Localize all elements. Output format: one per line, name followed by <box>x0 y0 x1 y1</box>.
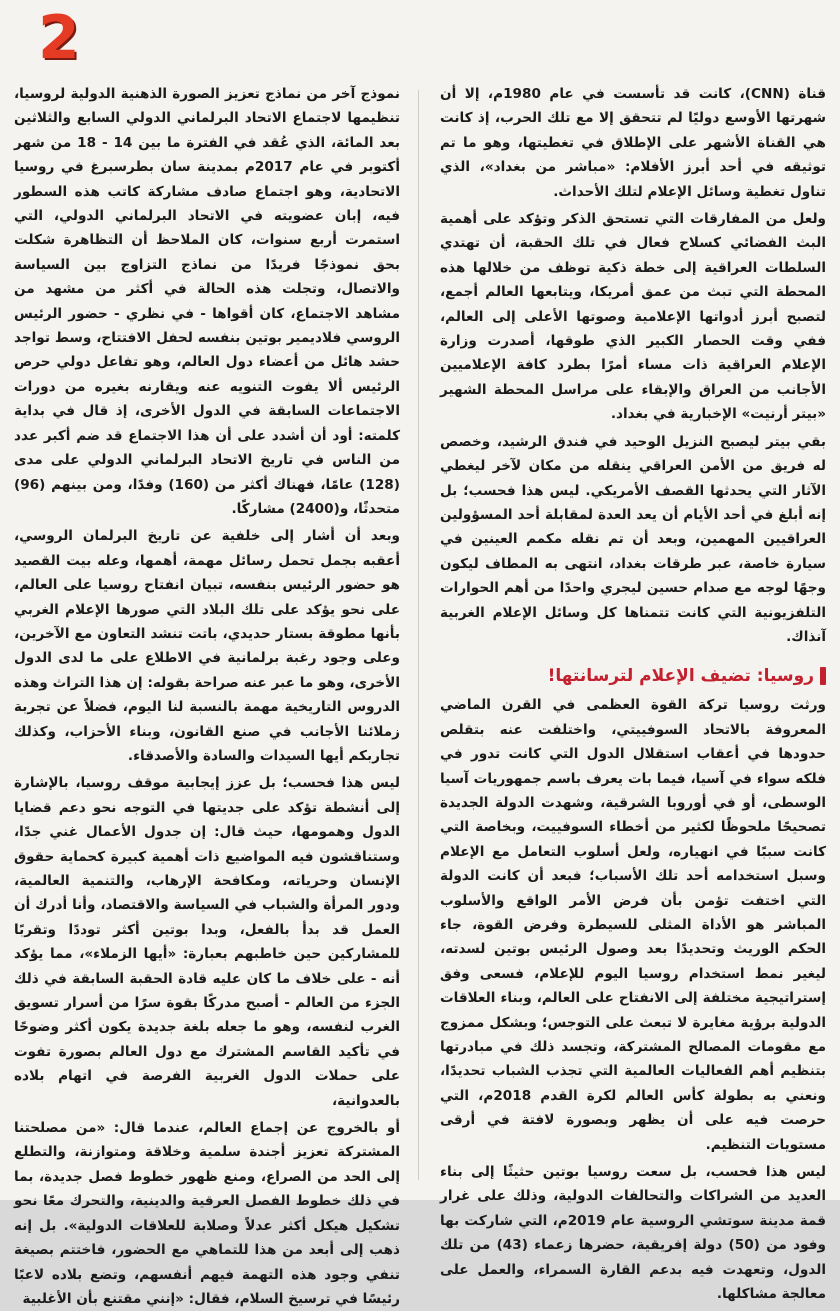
paragraph: بقي بيتر ليصبح النزيل الوحيد في فندق الرشيد، وخصص له فريق من الأمن العراقي ينقله من مكان لآخر ليغطي الآثار التي يحدثها القصف الأمريكي. ليس هذا فحسب؛ بل إنه أبلغ في أحد الأيام أن يعد العدة لمقابلة أحد المسؤولين العراقيين المهمين، وبعد أن تم نقله مكمم العينين في سيارة خاصة، عبر طرقات بغداد، انتهى به المطاف ليكون وجهًا لوجه مع صدام حسين ليجري واحدًا من أهم الحوارات التلفزيونية التي كانت تتمناها كل وسائل الإعلام الغربية آنذاك. <box>440 433 826 645</box>
section-heading-wrapper <box>440 663 826 689</box>
paragraph: ليس هذا فحسب؛ بل عزز إيجابية موقف روسيا، بالإشارة إلى أنشطة تؤكد على جديتها في التوجه نحو دعم قضايا الدول وهمومها، حيث قال: إن جدول الأعمال غني جدًا، وستناقشون فيه المواضيع ذات أهمية كبيرة كحماية حقوق الإنسان وحرياته، ومكافحة الإرهاب، والتنمية العالمية، ودور المرأة والشباب في السياسة والاقتصاد، وأنا أدرك أن العمل قد بدأ بالفعل، وبدا بوتين أكثر توددًا وتقربًا للمشاركين حين خاطبهم بعبارة: «أيها الزملاء»، مما يؤكد أنه - على خلاف ما كان عليه قادة الحقبة السابقة في ذلك الجزء من العالم - أصبح مدركًا بقوة سرًا من أسرار تسويق الغرب لنفسه، وهو ما جعله بلغة جديدة يكون أكثر وضوحًا في تأكيد القاسم المشترك مع دول العالم بصورة تفوت على حملات الدول الغربية الفرصة في اتهام بلاده بالعدوانية، <box>14 775 400 1109</box>
paragraph: نموذج آخر من نماذج تعزيز الصورة الذهنية الدولية لروسيا، تنظيمها لاجتماع الاتحاد البرلماني الدولي السابع والثلاثين بعد المائة، الذي عُقد في الفترة ما بين 14 - 18 من شهر أكتوبر في عام 2017م بمدينة سان بطرسبرغ في روسيا الاتحادية، وهو اجتماع صادف مشاركة كاتب هذه السطور فيه، إبان عضويته في الاتحاد البرلماني الدولي، التي استمرت أربع سنوات، كان الملاحظ أن التظاهرة شكلت بحق نموذجًا فريدًا من نماذج التزاوج بين السياسة والاتصال، وتجلت هذه الحالة في أكثر من مشهد من مشاهد الاجتماع، كان أقواها - في نظري - حضور الرئيس الروسي فلاديمير بوتين بنفسه لحفل الافتتاح، وسط تواجد حشد هائل من أعضاء دول العالم، وهو تفاعل دولي حرص الرئيس ألا يفوت التنويه عنه ويقارنه بغيره من دورات الاجتماعات السابقة في الدول الأخرى، إذ قال في بداية كلمته: أود أن أشدد على أن هذا الاجتماع قد ضم أكبر عدد من الناس في تاريخ الاتحاد البرلماني الدولي على مدى (128) عامًا، فهناك أكثر من (160) وفدًا، ومن بينهم (96) متحدثًا، و(2400) مشاركًا. <box>14 86 400 517</box>
column-divider <box>418 90 419 1180</box>
page-number: 2 <box>38 3 80 73</box>
paragraph: وبعد أن أشار إلى خلفية عن تاريخ البرلمان الروسي، أعقبه بجمل تحمل رسائل مهمة، أهمها، وعله بيت القصيد هو حضور الرئيس بنفسه، تبيان انفتاح روسيا على العالم، على نحو يؤكد على تلك البلاد التي صورها الإعلام الغربي بأنها مطوقة بستار حديدي، باتت تنشد التعاون مع الآخرين، وعلى وجود رغبة برلمانية في الاطلاع على ما لدى الدول الأخرى، وهو ما عبر عنه صراحة بقوله: إن هذا التراث وهذه الدروس التاريخية مهمة بالنسبة لنا اليوم، فضلاً عن تجربة زملائنا الأجانب في صنع القانون، وبناء الأحزاب، وكذلك تجاربكم أيها السيدات والسادة والأصدقاء. <box>14 528 400 764</box>
right-column <box>440 82 826 1303</box>
paragraph: ليس هذا فحسب، بل سعت روسيا بوتين حثيثًا إلى بناء العديد من الشراكات والتحالفات الدولية، وذلك على غرار قمة مدينة سوتشي الروسية عام 2019م، التي شاركت بها وفود من (50) دولة إفريقية، حضرها زعماء (43) من تلك الدول، وتعهدت فيه بدعم القارة السمراء، والعمل على معالجة مشاكلها. <box>440 1164 826 1303</box>
paragraph: ولعل من المفارقات التي تستحق الذكر وتؤكد على أهمية البث الفضائي كسلاح فعال في تلك الحقبة، أن تهتدي السلطات العراقية إلى خطة ذكية توظف من خلالها هذه المحطة التي تبث من عمق أمريكا، ويتابعها العالم أجمع، لتصبح أبرز أدواتها الإعلامية وصوتها الأعلى إلى العالم، ففي وقت الحصار الكبير الذي طوقها، أصدرت وزارة الإعلام العراقية ذات مساء أمرًا بطرد كافة الإعلاميين الأجانب من العراق والإبقاء على مراسل المحطة الشهير «بيتر أرنيت» الإخبارية في بغداد. <box>440 211 826 423</box>
heading-marker-icon <box>820 667 826 685</box>
paragraph: قناة (CNN)، كانت قد تأسست في عام 1980م، إلا أن شهرتها الأوسع دوليًا لم تتحقق إلا مع تلك الحرب، إذ كانت هي القناة الأشهر على الإطلاق في تغطيتها، وهو ما تم توثيقه في أحد أبرز الأفلام: «مباشر من بغداد»، الذي تناول تغطية وسائل الإعلام لتلك الأحداث. <box>440 86 826 200</box>
paragraph: ورثت روسيا تركة القوة العظمى في القرن الماضي المعروفة بالاتحاد السوفييتي، واختلفت عنه بتقلص حدودها في أعقاب استقلال الدول التي كانت تدور في فلكه سواء في آسيا، فيما بات يعرف باسم جمهوريات آسيا الوسطى، أو في أوروبا الشرقية، وشهدت الدولة الجديدة تصحيحًا ملحوظًا لكثير من أخطاء السوفييت، وبخاصة التي كانت سببًا في انهياره، ولعل أسلوب التعامل مع الإعلام وسبل استخدامه أحد تلك الأسباب؛ فبعد أن كانت الدولة التي اختفت تؤمن بأن فرض الأمر الواقع والأسلوب المباشر هو الأداة المثلى للسيطرة وفرض القوة، جاء الحكم الوريث وتحديدًا بعد وصول الرئيس بوتين لسدته، ليغير نمط استخدام روسيا اليوم للإعلام، فسعى وفق إستراتيجية مختلفة إلى الانفتاح على العالم، وبناء العلاقات الدولية برؤية مغايرة لا تبعث على التوجس؛ وبشكل ممزوج مع مقومات المصالح المشتركة، وتجسد ذلك في مبادرتها بتنظيم أهم الفعاليات العالمية التي تجذب الشباب تحديدًا، ونعني به بطولة كأس العالم لكرة القدم 2018م، التي حرصت فيه على أن يظهر وبصورة لافتة في أرقى مستويات التنظيم. <box>440 697 826 1153</box>
paragraph: أو بالخروج عن إجماع العالم، عندما قال: «من مصلحتنا المشتركة تعزيز أجندة سلمية وخلاقة ومتوازنة، والتطلع إلى الحد من الصراع، ومنع ظهور خطوط فصل جديدة، بما في ذلك خطوط الفصل العرقية والدينية، والتحرك معًا نحو تشكيل هيكل أكثر عدلاً وصلابة للعلاقات الدولية». بل إنه ذهب إلى أبعد من هذا للتماهي مع الحضور، فاختتم بصيغة تنفي وجود هذه التهمة فيهم أنفسهم، وتضع بلاده لاعبًا رئيسًا في ترسيخ السلام، فقال: «إنني مقتنع بأن الأغلبية <box>14 1120 400 1307</box>
left-column <box>14 82 400 1307</box>
section-heading: روسيا: تضيف الإعلام لترسانتها! <box>547 666 814 687</box>
